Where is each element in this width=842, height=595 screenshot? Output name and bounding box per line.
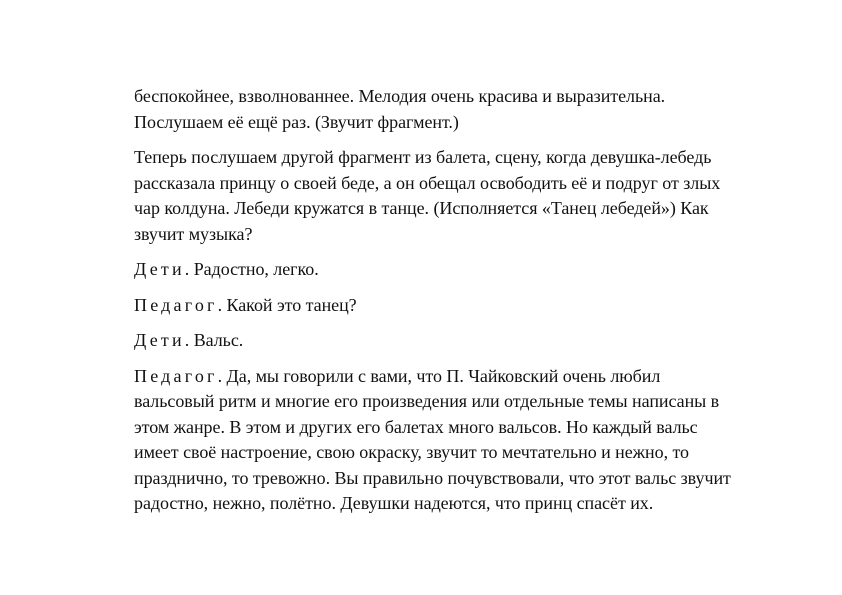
- speaker-label: Дети: [134, 259, 185, 279]
- dialogue-line: [134, 293, 754, 319]
- text-line: празднично, то тревожно. Вы правильно почувствовали, что этот вальс звучит: [134, 467, 731, 488]
- dialogue-children-1: [134, 257, 754, 283]
- text-line: звучит музыка?: [134, 223, 253, 244]
- text-line: этом жанре. В этом и других его балетах много вальсов. Но каждый вальс: [134, 416, 698, 437]
- dialogue-text: . Вальс.: [184, 330, 244, 350]
- dialogue-text: . Какой это танец?: [217, 294, 357, 315]
- dialogue-line: [134, 364, 754, 390]
- text-line: беспокойнее, взволнованнее. Мелодия очень красива и выразительна.: [134, 86, 666, 106]
- speaker-label: Педагог: [134, 365, 218, 386]
- dialogue-line: [134, 328, 754, 354]
- text-line: рассказала принцу о своей беде, а он обещал освободить её и подруг от злых: [134, 172, 721, 193]
- dialogue-teacher-2: [134, 364, 754, 517]
- paragraph-fragment: [134, 145, 754, 247]
- text-line: имеет своё настроение, свою окраску, звучит то мечтательно и нежно, то: [134, 442, 690, 462]
- text-line: Теперь послушаем другой фрагмент из балета, сцену, когда девушка-лебедь: [134, 147, 712, 167]
- text-line: Послушаем её ещё раз. (Звучит фрагмент.): [134, 111, 459, 132]
- document-text: [134, 84, 754, 527]
- paragraph-melody: [134, 84, 754, 135]
- text-line: вальсовый ритм и многие его произведения или отдельные темы написаны в: [134, 391, 720, 411]
- speaker-label: Дети: [134, 330, 185, 350]
- text-line: радостно, нежно, полётно. Девушки надеются, что принц спасёт их.: [134, 493, 654, 513]
- text-line: чар колдуна. Лебеди кружатся в танце. (Исполняется «Танец лебедей») Как: [134, 198, 709, 218]
- dialogue-line: [134, 257, 754, 283]
- dialogue-teacher-1: [134, 293, 754, 319]
- dialogue-text: . Да, мы говорили с вами, что П. Чайковский очень любил: [217, 365, 661, 386]
- dialogue-text: . Радостно, легко.: [184, 259, 319, 279]
- dialogue-children-2: [134, 328, 754, 354]
- speaker-label: Педагог: [134, 294, 218, 315]
